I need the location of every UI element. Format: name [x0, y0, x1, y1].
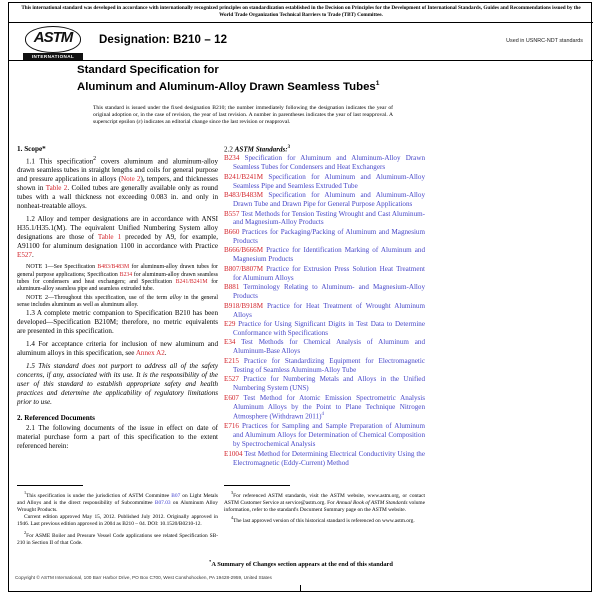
footnote-4-mark: 4 [231, 515, 234, 521]
summary-mark: * [209, 559, 212, 564]
p14-b: . [164, 349, 167, 358]
list-item[interactable] [224, 283, 425, 301]
link-subcommittee-b0703[interactable]: B07.03 [154, 499, 171, 506]
paragraph-2-1: 2.1 The following documents of the issue in effect on date of material purchase form a part of this specification to the extent referenced herein: [17, 424, 218, 451]
paragraph-1-1 [17, 155, 218, 211]
p11-a: 1.1 This specification [26, 157, 94, 166]
list-item[interactable] [224, 246, 425, 264]
right-column [224, 145, 425, 468]
standard-designation[interactable]: E215 [224, 356, 239, 365]
standard-title: Practice for Extrusion Press Solution Heat Treatment for Aluminum Alloys [233, 264, 425, 282]
footnote-edition: Current edition approved May 15, 2012. Published July 2012. Originally approved in 1946. Last previous edition approved in 2004 as B210 – 04. DOI: 10.1520/B0210-12. [17, 514, 218, 528]
title-preamble: This standard is issued under the fixed designation B210; the number immediately following the designation indicates the year of original adoption or, in the case of revision, the year of last revision. A number in parentheses indicates the year of last reapproval. A superscript epsilon (ε) indicates an editorial change since the last revision or reapproval. [93, 104, 393, 126]
standard-title: Terminology Relating to Aluminum- and Magnesium-Alloy Products [233, 283, 425, 301]
footnote-2 [17, 529, 218, 547]
list-item[interactable] [224, 422, 425, 449]
footnote-1-a: This specification is under the jurisdiction of ASTM Committee [26, 492, 172, 499]
title-line-2: Aluminum and Aluminum-Alloy Drawn Seamless Tubes [77, 81, 376, 94]
left-column [17, 145, 218, 451]
list-item[interactable] [224, 173, 425, 191]
list-item[interactable] [224, 154, 425, 172]
link-note-2[interactable]: Note 2 [120, 175, 141, 184]
standard-designation[interactable]: B918/B918M [224, 301, 264, 310]
link-b241[interactable]: B241/B241M [175, 278, 208, 285]
link-b483[interactable]: B483/B483M [97, 264, 130, 271]
standards-heading-text: ASTM Standards: [234, 145, 288, 154]
list-item[interactable] [224, 191, 425, 209]
p11-d: . Coiled tubes are generally available only as round tubes with a wall thickness not exceeding 0.083 in. and only in nonheat-treatable alloys. [17, 184, 218, 211]
standard-designation[interactable]: E1004 [224, 449, 243, 458]
footnote-3-b: volume information, refer to the standard's Document Summary page on the ASTM website. [224, 499, 425, 513]
referenced-standards-list [224, 154, 425, 467]
footnote-2-text: For ASME Boiler and Pressure Vessel Code applications see related Specification SB-210 in Section II of that Code. [17, 532, 218, 546]
standard-designation[interactable]: E29 [224, 320, 236, 329]
standard-title: Practice for Numbering Metals and Alloys in the Unified Numbering System (UNS) [233, 375, 425, 393]
heading-scope: 1. Scope* [17, 145, 46, 153]
standard-designation[interactable]: E607 [224, 393, 239, 402]
list-item[interactable] [224, 450, 425, 468]
standard-designation[interactable]: B666/B666M [224, 246, 264, 255]
standard-designation[interactable]: E34 [224, 338, 236, 347]
designation-header [9, 25, 593, 61]
p14-a: 1.4 For acceptance criteria for inclusion of new aluminum and aluminum alloys in this specification, see [17, 340, 218, 358]
note1-d: for aluminum-alloy seamless pipe and seamless extruded tube. [17, 278, 218, 293]
standard-designation[interactable]: B234 [224, 154, 240, 163]
list-item[interactable] [224, 394, 425, 422]
standard-designation[interactable]: E527 [224, 375, 239, 384]
page-title [77, 63, 427, 95]
tbt-notice: This international standard was developed in accordance with internationally recognized principles on standardization established in the Decision on Principles for the Development of International Standards, Guides and Recommendations issued by the World Trade Organization Technical Barriers to Trade (TBT) Committee. [9, 3, 593, 23]
footnote-rule [17, 485, 83, 486]
standard-footnote-mark: 4 [321, 412, 324, 418]
link-e527[interactable]: E527 [17, 251, 32, 260]
standard-designation[interactable]: B807/B807M [224, 264, 264, 273]
used-in-label: Used in USNRC-NDT standards [506, 38, 583, 44]
standard-title: Practice for Heat Treatment of Wrought Aluminum Alloys [233, 301, 425, 319]
p11-b: covers aluminum and aluminum-alloy drawn seamless tubes in straight lengths and coils for general purpose and pressure applications in alloys ( [17, 157, 219, 184]
note-1-label: NOTE 1— [26, 264, 54, 271]
note-1 [17, 264, 218, 293]
footnote-4-text: The last approved version of this historical standard is referenced on www.astm.org. [233, 518, 415, 525]
note-2 [17, 295, 218, 310]
note1-a: See Specification [53, 264, 98, 271]
footnotes [9, 485, 593, 555]
footnote-1 [17, 489, 218, 514]
p12-b: preceded by A9, for example, A91100 for aluminum designation 1100 in accordance with Practice [17, 233, 218, 251]
link-annex-a2[interactable]: Annex A2 [135, 349, 165, 358]
list-item[interactable] [224, 338, 425, 356]
p11-footnote-mark: 2 [93, 156, 97, 162]
standard-title: Specification for Aluminum and Aluminum-Alloy Seamless Pipe and Seamless Extruded Tube [233, 172, 425, 190]
footnote-rule [224, 485, 290, 486]
heading-astm-standards [224, 145, 425, 153]
note1-b: for aluminum-alloy drawn tubes for general purpose applications; Specification [17, 264, 218, 278]
footnote-3 [224, 489, 425, 514]
standards-heading-number: 2.2 [224, 145, 235, 154]
link-table-2[interactable]: Table 2 [45, 184, 68, 193]
standard-title: Practice for Identification Marking of Aluminum and Magnesium Products [233, 246, 425, 264]
standard-designation[interactable]: E716 [224, 422, 239, 431]
standards-heading-footnote-mark: 3 [287, 145, 291, 150]
astm-logo [23, 26, 85, 60]
standard-title: Test Methods for Chemical Analysis of Aluminum and Aluminum-Base Alloys [233, 338, 425, 356]
footnote-2-mark: 2 [24, 529, 27, 535]
footnote-1-c: on Aluminum Alloy Wrought Products. [17, 499, 218, 513]
p12-a: 1.2 Alloy and temper designations are in accordance with ANSI H35.1/H35.1(M). The equivalent Unified Numbering System alloy designations are those of [17, 215, 218, 242]
footnote-4 [224, 514, 425, 525]
standard-designation[interactable]: B241/B241M [224, 172, 264, 181]
list-item[interactable] [224, 302, 425, 320]
note-2-label: NOTE 2— [26, 294, 55, 301]
summary-of-changes-note [9, 559, 593, 568]
standard-title: Test Method for Atomic Emission Spectrometric Analysis Aluminum Alloys by the Point to Plane Technique Nitrogen Atmosphere (Withdrawn 2011) [233, 393, 425, 421]
standard-designation[interactable]: B881 [224, 283, 240, 292]
heading-referenced-documents: 2. Referenced Documents [17, 414, 95, 423]
page-border [8, 2, 592, 592]
standard-title: Practices for Sampling and Sample Preparation of Aluminum and Aluminum Alloys for Determination of Chemical Composition by Spectrochemical Analysis [233, 422, 425, 449]
note2-a: Throughout this specification, use of the term [54, 294, 170, 301]
title-block [9, 63, 593, 127]
footnote-1-b: on Light Metals and Alloys and is the direct responsibility of Subcommittee [17, 492, 218, 506]
list-item[interactable] [224, 320, 425, 338]
title-footnote-mark: 1 [375, 80, 380, 88]
standard-title: Practices for Packaging/Packing of Aluminum and Magnesium Products [233, 227, 425, 245]
standard-designation[interactable]: B660 [224, 227, 240, 236]
note2-italic: alloy [169, 294, 182, 301]
standard-title: Specification for Aluminum and Aluminum-Alloy Drawn Tube and Drawn Pipe for General Purpose Applications [233, 191, 425, 209]
standard-title: Practice for Using Significant Digits in Test Data to Determine Conformance with Specifications [233, 320, 425, 337]
standard-title: Test Methods for Tension Testing Wrought and Cast Aluminum- and Magnesium-Alloy Products [233, 209, 425, 227]
footnotes-right [224, 485, 425, 525]
page-center-tick [300, 585, 301, 591]
footnotes-left [17, 485, 218, 547]
standard-designation[interactable]: B483/B483M [224, 191, 264, 200]
designation-label: Designation: B210 – 12 [99, 34, 228, 46]
list-item[interactable] [224, 375, 425, 393]
list-item[interactable] [224, 265, 425, 283]
footnote-3-a: For referenced ASTM standards, visit the ASTM website, www.astm.org, or contact ASTM Customer Service at service@astm.org. For [224, 492, 425, 506]
summary-text: A Summary of Changes section appears at the end of this standard [211, 561, 393, 569]
logo-international-label: INTERNATIONAL [23, 53, 83, 60]
list-item[interactable] [224, 228, 425, 246]
paragraph-1-5: 1.5 This standard does not purport to address all of the safety concerns, if any, associated with its use. It is the responsibility of the user of this standard to establish appropriate safety and health practices and determine the applicability of regulatory limitations prior to use. [17, 362, 218, 407]
list-item[interactable] [224, 210, 425, 228]
standard-designation[interactable]: B557 [224, 209, 240, 218]
paragraph-1-4 [17, 340, 218, 358]
copyright-line: Copyright © ASTM International, 100 Barr Harbor Drive, PO Box C700, West Conshohocken, PA 19428-2959, United States [15, 575, 272, 580]
link-committee-b07[interactable]: B07 [171, 492, 181, 499]
logo-wordmark: ASTM [33, 29, 73, 46]
link-b234[interactable]: B234 [119, 271, 133, 278]
standard-title: Test Method for Determining Electrical Conductivity Using the Electromagnetic (Eddy-Current) Method [233, 449, 425, 467]
standard-title: Specification for Aluminum and Aluminum-Alloy Drawn Seamless Tubes for Condensers and Heat Exchangers [233, 154, 425, 172]
standard-title: Practice for Standardizing Equipment for Electromagnetic Testing of Seamless Aluminum-Alloy Tube [233, 356, 425, 374]
note1-c: for aluminum-alloy drawn seamless tubes for condensers and heat exchangers; and Specification [17, 271, 218, 285]
list-item[interactable] [224, 357, 425, 375]
link-table-1[interactable]: Table 1 [97, 233, 122, 242]
body-columns [9, 145, 593, 477]
paragraph-1-3: 1.3 A complete metric companion to Specification B210 has been developed—Specification B210M; therefore, no metric equivalents are presented in this specification. [17, 309, 218, 336]
footnote-3-mark: 3 [231, 490, 234, 495]
footnote-1-mark: 1 [24, 490, 27, 495]
title-line-1: Standard Specification for [77, 64, 219, 76]
footnote-3-italic: Annual Book of ASTM Standards [336, 499, 408, 506]
paragraph-1-2 [17, 215, 218, 260]
p11-c: ), tempers, and thicknesses shown in [17, 175, 218, 193]
p12-c: . [31, 251, 34, 260]
note2-b: in the general sense includes aluminum as well as aluminum alloy. [17, 294, 219, 308]
